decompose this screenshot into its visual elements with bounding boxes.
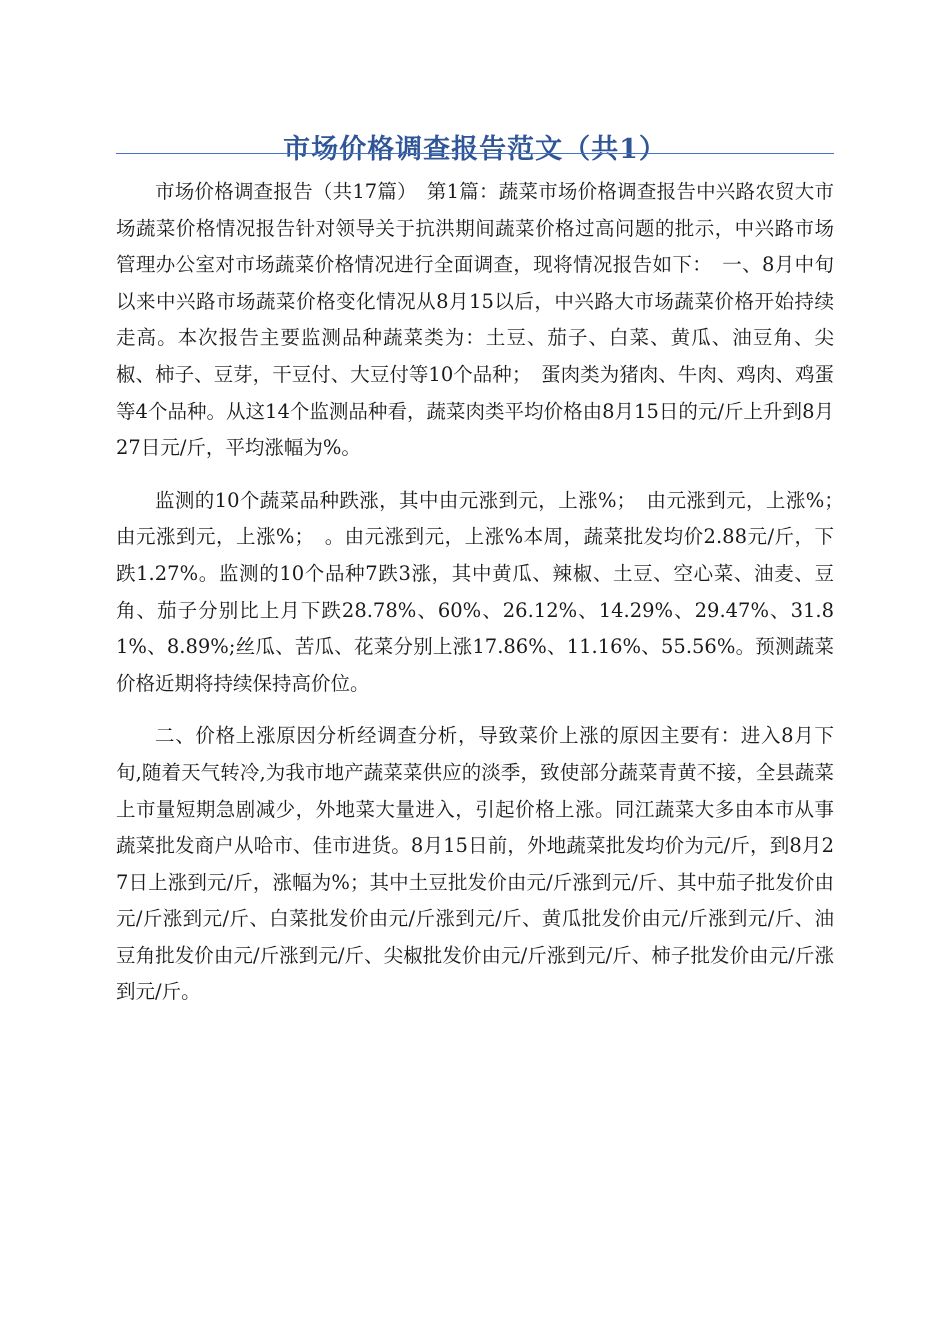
paragraph-1: 市场价格调查报告（共17篇） 第1篇：蔬菜市场价格调查报告中兴路农贸大市场蔬菜价格情况报告针对领导关于抗洪期间蔬菜价格过高问题的批示，中兴路市场管理办公室对市场蔬菜价格情况进行全面调查，现将情况报告如下： 一、8月中旬以来中兴路市场蔬菜价格变化情况从8月15以后，中兴路大市场蔬菜价格开始持续走高。本次报告主要监测品种蔬菜类为：土豆、茄子、白菜、黄瓜、油豆角、尖椒、柿子、豆芽，干豆付、大豆付等10个品种； 蛋肉类为猪肉、牛肉、鸡肉、鸡蛋等4个品种。从这14个监测品种看，蔬菜肉类平均价格由8月15日的元/斤上升到8月27日元/斤，平均涨幅为%。	[116, 180, 834, 460]
document-title: 市场价格调查报告范文（共1）	[283, 134, 667, 166]
document-body	[116, 174, 854, 1027]
title-underline	[116, 153, 834, 154]
paragraph-3: 二、价格上涨原因分析经调查分析，导致菜价上涨的原因主要有：进入8月下旬,随着天气转冷,为我市地产蔬菜菜供应的淡季，致使部分蔬菜青黄不接，全县蔬菜上市量短期急剧减少，外地菜大量进入，引起价格上涨。同江蔬菜大多由本市从事蔬菜批发商户从哈市、佳市进货。8月15日前，外地蔬菜批发均价为元/斤，到8月27日上涨到元/斤，涨幅为%；其中土豆批发价由元/斤涨到元/斤、其中茄子批发价由元/斤涨到元/斤、白菜批发价由元/斤涨到元/斤、黄瓜批发价由元/斤涨到元/斤、油豆角批发价由元/斤涨到元/斤、尖椒批发价由元/斤涨到元/斤、柿子批发价由元/斤涨到元/斤。	[116, 724, 834, 1004]
paragraph-2: 监测的10个蔬菜品种跌涨，其中由元涨到元，上涨%； 由元涨到元，上涨%； 由元涨到元，上涨%； 。由元涨到元，上涨%本周，蔬菜批发均价2.88元/斤，下跌1.27%。监测的10个品种7跌3涨，其中黄瓜、辣椒、土豆、空心菜、油麦、豆角、茄子分别比上月下跌28.78%、60%、26.12%、14.29%、29.47%、31.81%、8.89%;丝瓜、苦瓜、花菜分别上涨17.86%、11.16%、55.56%。预测蔬菜价格近期将持续保持高价位。	[116, 488, 854, 695]
